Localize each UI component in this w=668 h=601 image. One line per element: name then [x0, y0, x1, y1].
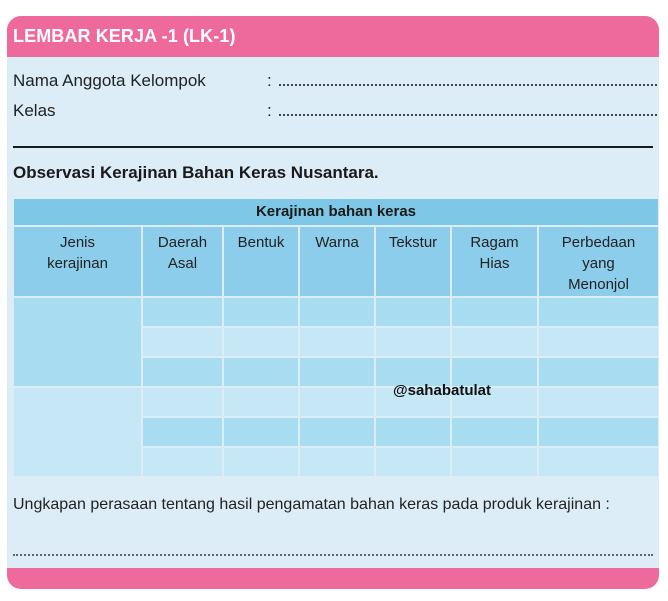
table-cell-r4-c3[interactable] — [224, 388, 298, 416]
table-cell-r5-c3[interactable] — [224, 418, 298, 446]
table-cell-r2-c5[interactable] — [376, 328, 450, 356]
column-header-5: Tekstur — [376, 227, 450, 296]
table-cell-r1-c6[interactable] — [452, 298, 537, 326]
table-cell-r2-c6[interactable] — [452, 328, 537, 356]
field-colon-members: : — [267, 71, 272, 90]
field-colon-class: : — [267, 101, 272, 120]
column-header-3: Bentuk — [224, 227, 298, 296]
table-cell-jenis-group-2[interactable] — [14, 388, 141, 476]
feeling-prompt: Ungkapan perasaan tentang hasil pengamatan bahan keras pada produk kerajinan : — [13, 496, 610, 513]
worksheet-header — [7, 16, 659, 57]
table-cell-r6-c4[interactable] — [300, 448, 374, 476]
table-cell-r2-c3[interactable] — [224, 328, 298, 356]
table-cell-r6-c7[interactable] — [539, 448, 658, 476]
table-cell-r6-c2[interactable] — [143, 448, 222, 476]
table-cell-r6-c5[interactable] — [376, 448, 450, 476]
table-cell-r5-c6[interactable] — [452, 418, 537, 446]
table-cell-r3-c7[interactable] — [539, 358, 658, 386]
table-cell-r5-c7[interactable] — [539, 418, 658, 446]
table-cell-r3-c4[interactable] — [300, 358, 374, 386]
table-cell-r1-c3[interactable] — [224, 298, 298, 326]
worksheet-card — [7, 16, 659, 589]
table-cell-r4-c4[interactable] — [300, 388, 374, 416]
table-cell-jenis-group-1[interactable] — [14, 298, 141, 386]
table-cell-r1-c2[interactable] — [143, 298, 222, 326]
worksheet-footer — [7, 568, 659, 589]
column-header-7: Perbedaan yang Menonjol — [539, 227, 658, 296]
feeling-answer-line[interactable] — [13, 554, 653, 556]
column-header-4: Warna — [300, 227, 374, 296]
table-cell-r5-c2[interactable] — [143, 418, 222, 446]
divider — [13, 146, 653, 148]
column-header-6: Ragam Hias — [452, 227, 537, 296]
table-cell-r5-c4[interactable] — [300, 418, 374, 446]
field-label-class: Kelas — [13, 101, 56, 120]
table-cell-r2-c2[interactable] — [143, 328, 222, 356]
table-cell-r6-c6[interactable] — [452, 448, 537, 476]
section-title: Observasi Kerajinan Bahan Keras Nusantara. — [13, 163, 379, 182]
field-label-members: Nama Anggota Kelompok — [13, 71, 206, 90]
table-cell-r1-c4[interactable] — [300, 298, 374, 326]
table-cell-r4-c2[interactable] — [143, 388, 222, 416]
column-header-1: Jenis kerajinan — [14, 227, 141, 296]
table-cell-r3-c3[interactable] — [224, 358, 298, 386]
observation-table — [14, 199, 658, 477]
table-cell-r2-c4[interactable] — [300, 328, 374, 356]
table-cell-r4-c7[interactable] — [539, 388, 658, 416]
table-cell-r5-c5[interactable] — [376, 418, 450, 446]
table-cell-r1-c5[interactable] — [376, 298, 450, 326]
table-span-header: Kerajinan bahan keras — [14, 199, 658, 225]
worksheet-title: LEMBAR KERJA -1 (LK-1) — [13, 26, 236, 46]
field-blank-members[interactable] — [279, 84, 657, 86]
watermark: @sahabatulat — [393, 382, 491, 399]
column-header-2: Daerah Asal — [143, 227, 222, 296]
field-blank-class[interactable] — [279, 114, 657, 116]
table-cell-r1-c7[interactable] — [539, 298, 658, 326]
table-cell-r2-c7[interactable] — [539, 328, 658, 356]
table-cell-r3-c2[interactable] — [143, 358, 222, 386]
table-cell-r6-c3[interactable] — [224, 448, 298, 476]
